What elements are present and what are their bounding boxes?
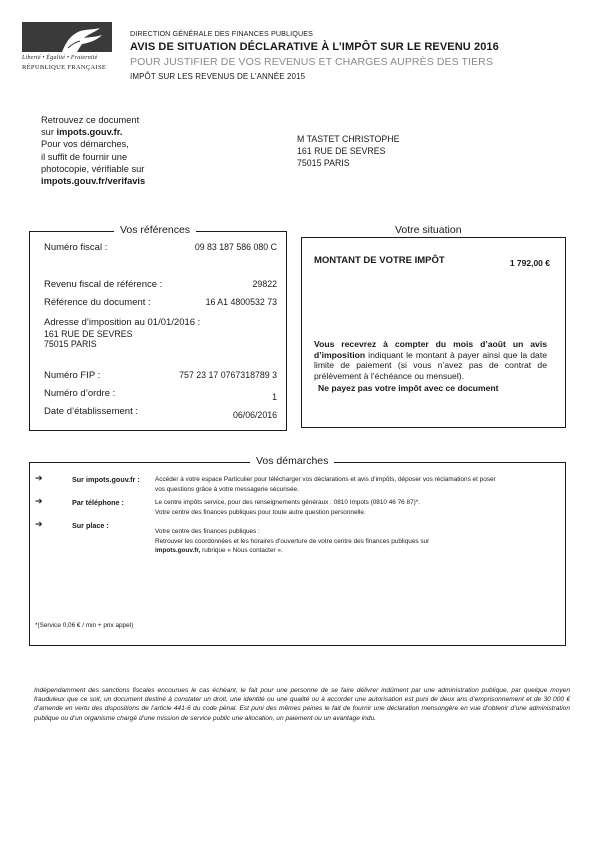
info-text: sur bbox=[41, 127, 57, 138]
doc-ref-label: Référence du document : bbox=[44, 297, 151, 308]
info-line: Retrouvez ce document bbox=[41, 115, 140, 125]
logo-republic: RÉPUBLIQUE FRANÇAISE bbox=[22, 64, 107, 71]
demarche-place-line bbox=[155, 546, 555, 556]
demarche-web-text bbox=[155, 475, 555, 494]
impots-link[interactable]: impots.gouv.fr. bbox=[56, 127, 123, 138]
references-title: Vos références bbox=[114, 224, 196, 236]
tax-address-street: 161 RUE DE SEVRES bbox=[44, 329, 133, 339]
impots-contact-link[interactable]: impots.gouv.fr, bbox=[155, 547, 201, 555]
document-year-line: IMPÔT SUR LES REVENUS DE L’ANNÉE 2015 bbox=[130, 72, 306, 81]
demarche-place-line: Votre centre des finances publiques : bbox=[155, 528, 260, 535]
demarche-web-line: vos questions grâce à votre messagerie sécurisée. bbox=[155, 485, 299, 493]
info-line bbox=[41, 126, 231, 138]
demarche-phone-text bbox=[155, 498, 555, 517]
arrow-right-icon: ➔ bbox=[35, 519, 43, 529]
references-box bbox=[29, 231, 287, 431]
situation-warning: Ne payez pas votre impôt avec ce document bbox=[318, 383, 499, 393]
situation-text-bold: Vous recevrez à compter du mois d’août un avis d’imposition bbox=[314, 339, 547, 360]
fip-value: 757 23 17 0767318789 3 bbox=[179, 370, 277, 380]
situation-text bbox=[314, 339, 547, 381]
revenue-value: 29822 bbox=[252, 279, 277, 289]
logo-motto: Liberté • Égalité • Fraternité bbox=[22, 55, 98, 61]
situation-title: Votre situation bbox=[389, 224, 468, 236]
legal-notice: Indépendamment des sanctions fiscales encourues le cas échéant, le fait pour une personne de se faire délivrer indûment par une administration publique, par quelque moyen frauduleux que ce soit, un document destiné à constater un droit, une identité ou une qualité ou à accorder une autorisation est puni de deux ans d’emprisonnement et de 30 000 € d’amende en vertu des dispositions de l’article 441-6 du code pénal. Est puni des mêmes peines le fait de fournir une déclaration mensongère en vue d’obtenir d’une administration publique ou d’un organisme chargé d’une mission de service public une allocation, un paiement ou un avantage indu. bbox=[34, 687, 570, 722]
tax-address-label: Adresse d’imposition au 01/01/2016 : bbox=[44, 317, 201, 328]
info-line: il suffit de fournir une bbox=[41, 151, 128, 162]
demarche-place-line: Retrouver les coordonnées et les horaires d’ouverture de votre centre des finances publiques sur bbox=[155, 537, 430, 545]
tax-address-city: 75015 PARIS bbox=[44, 339, 97, 349]
document-subtitle: POUR JUSTIFIER DE VOS REVENUS ET CHARGES AUPRÈS DES TIERS bbox=[130, 56, 493, 68]
recipient-name: M TASTET CHRISTOPHE bbox=[297, 134, 400, 144]
service-cost-note: *(Service 0,06 € / min + prix appel) bbox=[35, 622, 134, 629]
recipient-street: 161 RUE DE SEVRES bbox=[297, 146, 386, 156]
fiscal-number-value: 09 83 187 586 080 C bbox=[194, 242, 277, 252]
demarche-place-label: Sur place : bbox=[72, 521, 109, 530]
demarche-web-line: Accéder à votre espace Particulier pour télécharger vos déclarations et avis d’impôts, déposer vos réclamations et poser bbox=[155, 476, 496, 483]
order-value: 1 bbox=[272, 392, 277, 402]
arrow-right-icon: ➔ bbox=[35, 473, 43, 483]
document-title: AVIS DE SITUATION DÉCLARATIVE À L’IMPÔT SUR LE REVENU 2016 bbox=[130, 41, 499, 53]
info-line: Pour vos démarches, bbox=[41, 139, 129, 150]
date-value: 06/06/2016 bbox=[232, 410, 277, 420]
arrow-right-icon: ➔ bbox=[35, 496, 43, 506]
verifavis-link[interactable]: impots.gouv.fr/verifavis bbox=[41, 176, 146, 187]
order-label: Numéro d’ordre : bbox=[44, 388, 116, 399]
demarche-phone-line: Le centre impôts service, pour des renseignements généraux : 0810 Impots (0810 46 76 87)*. bbox=[155, 499, 421, 506]
recipient-city: 75015 PARIS bbox=[297, 158, 350, 168]
demarche-place-text bbox=[155, 527, 555, 556]
tax-amount-label: MONTANT DE VOTRE IMPÔT bbox=[314, 255, 445, 266]
info-line bbox=[41, 175, 231, 187]
tax-amount-value: 1 792,00 € bbox=[509, 258, 550, 268]
header-direction: DIRECTION GÉNÉRALE DES FINANCES PUBLIQUES bbox=[130, 29, 314, 38]
demarche-phone-line: Votre centre des finances publiques pour toute autre question personnelle. bbox=[155, 508, 366, 516]
demarche-place-rest: rubrique « Nous contacter ». bbox=[200, 547, 283, 555]
revenue-label: Revenu fiscal de référence : bbox=[44, 279, 163, 290]
doc-ref-value: 16 A1 4800532 73 bbox=[205, 297, 277, 307]
demarche-web-label: Sur impots.gouv.fr : bbox=[72, 475, 140, 484]
info-line: photocopie, vérifiable sur bbox=[41, 163, 145, 174]
fip-label: Numéro FIP : bbox=[44, 370, 101, 381]
date-label: Date d’établissement : bbox=[44, 406, 138, 417]
demarches-title: Vos démarches bbox=[250, 455, 334, 467]
fiscal-number-label: Numéro fiscal : bbox=[44, 242, 108, 253]
recipient-address bbox=[297, 133, 399, 169]
republique-francaise-logo bbox=[22, 22, 112, 78]
demarche-phone-label: Par téléphone : bbox=[72, 498, 124, 507]
info-block bbox=[41, 114, 231, 187]
situation-text-rest: indiquant le montant à payer ainsi que la date limite de paiement (si vous n’avez pas de contrat de prélèvement à l’échéance ou mensuel). bbox=[314, 349, 547, 381]
marianne-logo-icon bbox=[22, 22, 112, 52]
